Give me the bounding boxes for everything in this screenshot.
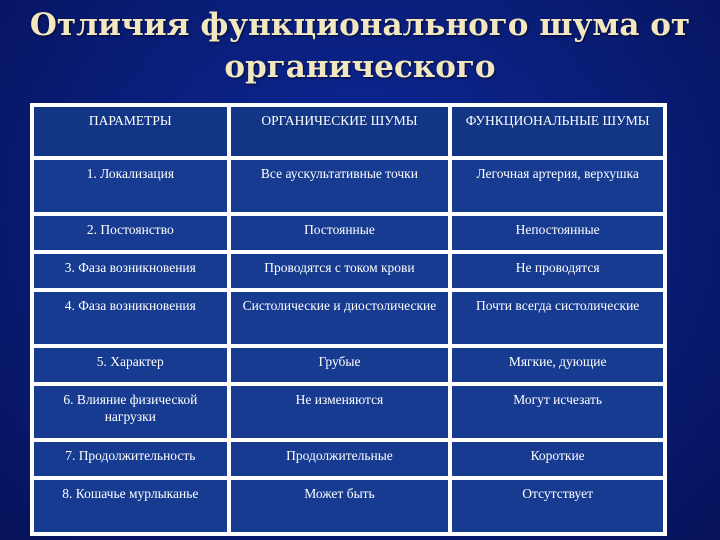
row-parameter: 1. Локализация — [34, 160, 227, 212]
row-parameter: 5. Характер — [34, 348, 227, 382]
row-parameter: 3. Фаза возникновения — [34, 254, 227, 288]
row-organic-value: Продолжительные — [231, 442, 449, 476]
row-parameter: 4. Фаза возникновения — [34, 292, 227, 344]
row-organic-value: Не изменяются — [231, 386, 449, 438]
comparison-table — [30, 103, 667, 536]
table-row — [34, 348, 663, 382]
row-functional-value: Легочная артерия, верхушка — [452, 160, 663, 212]
row-functional-value: Непостоянные — [452, 216, 663, 250]
row-functional-value: Отсутствует — [452, 480, 663, 532]
row-parameter: 7. Продолжительность — [34, 442, 227, 476]
row-functional-value: Мягкие, дующие — [452, 348, 663, 382]
table-row — [34, 292, 663, 344]
header-organic-murmurs: ОРГАНИЧЕСКИЕ ШУМЫ — [231, 107, 449, 156]
row-parameter: 6. Влияние физической нагрузки — [34, 386, 227, 438]
table-row — [34, 160, 663, 212]
row-functional-value: Почти всегда систолические — [452, 292, 663, 344]
row-functional-value: Могут исчезать — [452, 386, 663, 438]
row-organic-value: Может быть — [231, 480, 449, 532]
row-organic-value: Проводятся с током крови — [231, 254, 449, 288]
slide-title-line-1: Отличия функционального шума от — [29, 7, 691, 43]
header-functional-murmurs: ФУНКЦИОНАЛЬНЫЕ ШУМЫ — [452, 107, 663, 156]
table-row — [34, 254, 663, 288]
row-organic-value: Систолические и диостолические — [231, 292, 449, 344]
row-organic-value: Постоянные — [231, 216, 449, 250]
table-row — [34, 386, 663, 438]
row-parameter: 2. Постоянство — [34, 216, 227, 250]
row-organic-value: Все аускультативные точки — [231, 160, 449, 212]
table-row — [34, 442, 663, 476]
slide-title — [0, 4, 720, 88]
table-row — [34, 216, 663, 250]
table-header-row — [34, 107, 663, 156]
row-functional-value: Не проводятся — [452, 254, 663, 288]
row-functional-value: Короткие — [452, 442, 663, 476]
row-organic-value: Грубые — [231, 348, 449, 382]
row-parameter: 8. Кошачье мурлыканье — [34, 480, 227, 532]
header-parameters: ПАРАМЕТРЫ — [34, 107, 227, 156]
table-row — [34, 480, 663, 532]
slide-title-line-2: органического — [224, 49, 496, 85]
